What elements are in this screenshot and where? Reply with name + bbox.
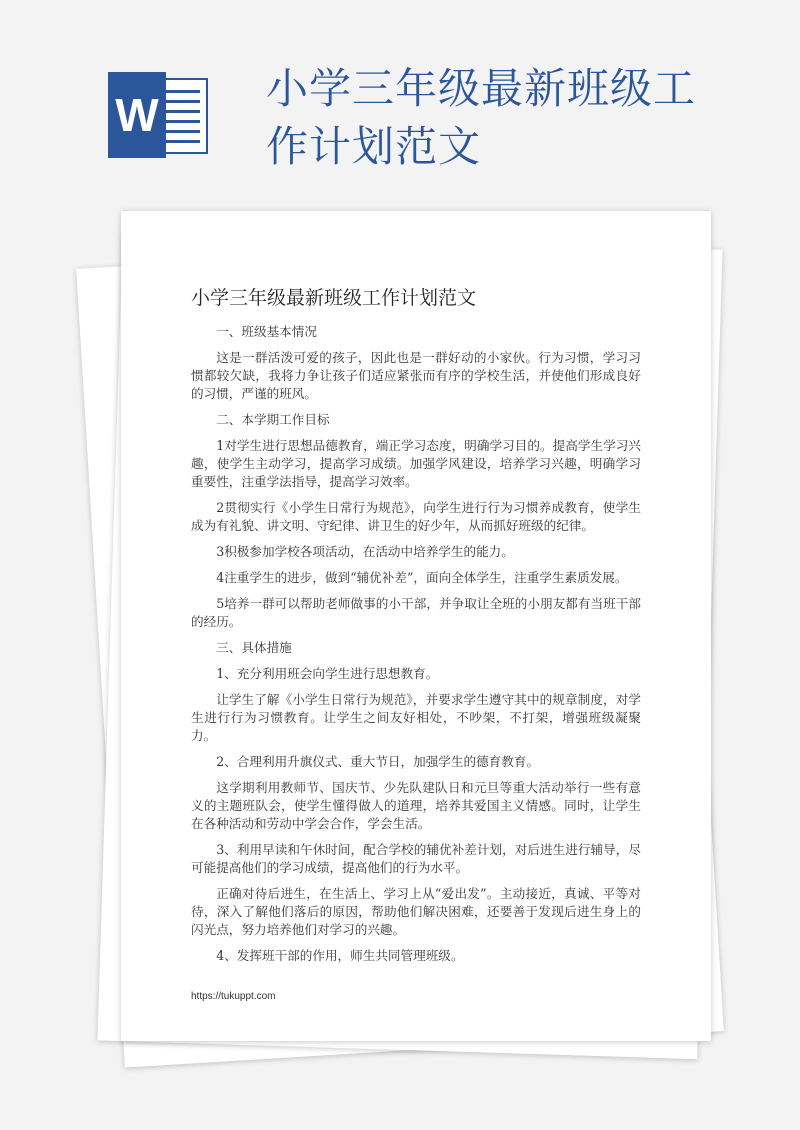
footer-url: https://tukuppt.com xyxy=(191,991,276,1002)
document-page xyxy=(121,211,711,1041)
paragraph: 2、合理利用升旗仪式、重大节日，加强学生的德育教育。 xyxy=(216,754,540,769)
paragraph: 这学期利用教师节、国庆节、少先队建队日和元旦等重大活动举行一些有意义的主题班队会，使学生懂得做人的道理，培养其爱国主义情感。同时，让学生在各种活动和劳动中学会合作，学会生活。 xyxy=(191,780,641,831)
paragraph: 1、充分利用班会向学生进行思想教育。 xyxy=(216,666,439,681)
header-title: 小学三年级最新班级工作计划范文 xyxy=(266,64,697,171)
paragraph: 3、利用早读和午休时间，配合学校的辅优补差计划，对后进生进行辅导，尽可能提高他们的学习成绩，提高他们的行为水平。 xyxy=(191,842,641,875)
paragraph: 2贯彻实行《小学生日常行为规范》，向学生进行行为习惯养成教育，使学生成为有礼貌、讲文明、守纪律、讲卫生的好少年，从而抓好班级的纪律。 xyxy=(191,500,641,533)
section-heading: 二、本学期工作目标 xyxy=(216,412,330,427)
section-heading: 一、班级基本情况 xyxy=(216,324,317,339)
word-document-icon xyxy=(108,72,212,158)
paragraph: 4、发挥班干部的作用，师生共同管理班级。 xyxy=(216,948,464,963)
paragraph: 正确对待后进生，在生活上、学习上从“爱出发”。主动接近，真诚、平等对待，深入了解他们落后的原因，帮助他们解决困难，还要善于发现后进生身上的闪光点，努力培养他们对学习的兴趣。 xyxy=(191,886,641,937)
paragraph: 这是一群活泼可爱的孩子，因此也是一群好动的小家伙。行为习惯，学习习惯都较欠缺，我将力争让孩子们适应紧张而有序的学校生活，并使他们形成良好的习惯，严谨的班风。 xyxy=(191,350,641,401)
section-heading: 三、具体措施 xyxy=(216,640,292,655)
paragraph: 让学生了解《小学生日常行为规范》，并要求学生遵守其中的规章制度，对学生进行行为习惯教育。让学生之间友好相处，不吵架，不打架，增强班级凝聚力。 xyxy=(191,692,641,743)
paragraph: 1对学生进行思想品德教育，端正学习态度，明确学习目的。提高学生学习兴趣，使学生主动学习，提高学习成绩。加强学风建设，培养学习兴趣，明确学习重要性，注重学法指导，提高学习效率。 xyxy=(191,438,641,489)
document-body xyxy=(191,323,641,973)
paragraph: 4注重学生的进步，做到“辅优补差”，面向全体学生，注重学生素质发展。 xyxy=(216,570,628,585)
document-title: 小学三年级最新班级工作计划范文 xyxy=(191,287,477,309)
header xyxy=(0,0,800,200)
paragraph: 5培养一群可以帮助老师做事的小干部，并争取让全班的小朋友都有当班干部的经历。 xyxy=(191,596,641,629)
word-icon-letter: W xyxy=(108,72,166,158)
paragraph: 3积极参加学校各项活动，在活动中培养学生的能力。 xyxy=(216,544,514,559)
